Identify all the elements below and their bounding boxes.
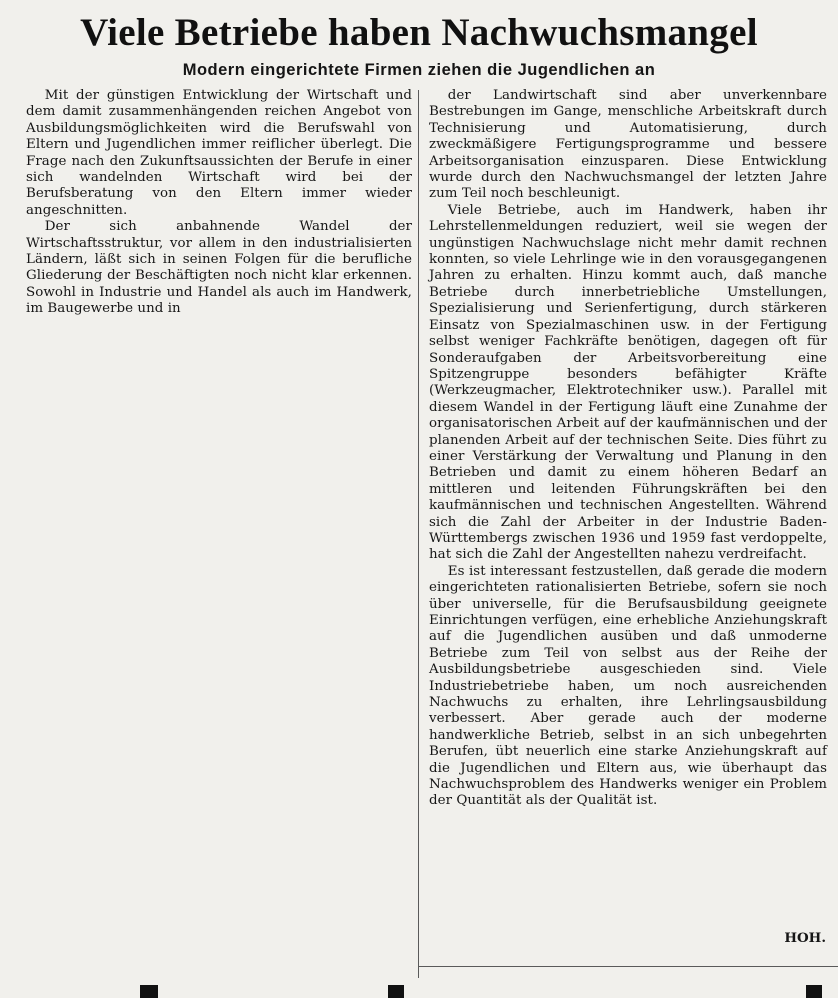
left-paragraph-2: Der sich anbahnende Wandel der Wirtschaftsstruktur, vor allem in den industrialisierten Ländern, läßt sich in seinen Folgen für die berufliche Gliederung der Beschäftigten noch nicht klar erkennen. Sowohl in Industrie und Handel als auch im Handwerk, im Baugewerbe und in bbox=[26, 219, 412, 317]
right-paragraph-1: der Landwirtschaft sind aber unverkennbare Bestrebungen im Gange, menschliche Arbeitskraft durch Technisierung und Automatisierung, durch zweckmäßigere Fertigungsprogramme und bessere Arbeitsorganisation einzusparen. Diese Entwicklung wurde durch den Nachwuchsmangel der letzten Jahre zum Teil noch beschleunigt. bbox=[429, 88, 827, 202]
left-column bbox=[26, 88, 412, 318]
right-paragraph-2: Viele Betriebe, auch im Handwerk, haben ihr Lehrstellenmeldungen reduziert, weil sie wegen der ungünstigen Nachwuchslage nicht mehr damit rechnen konnten, so viele Lehrlinge wie in den vorausgegangenen Jahren zu erhalten. Hinzu kommt auch, daß manche Betriebe durch innerbetriebliche Umstellungen, Spezialisierung und Serienfertigung, durch stärkeren Einsatz von Spezialmaschinen usw. in der Fertigung selbst weniger Fachkräfte benötigen, dagegen oft für Sonderaufgaben der Arbeitsvorbereitung eine Spitzengruppe besonders befähigter Kräfte (Werkzeugmacher, Elektrotechniker usw.). Parallel mit diesem Wandel in der Fertigung läuft eine Zunahme der organisatorischen Arbeit auf der kaufmännischen und der planenden Arbeit auf der technischen Seite. Dies führt zu einer Verstärkung der Verwaltung und Planung in den Betrieben und damit zu einem höheren Bedarf an mittleren und leitenden Führungskräften bei den kaufmännischen und technischen Angestellten. Während sich die Zahl der Arbeiter in der Industrie Baden-Württembergs zwischen 1936 und 1959 fast verdoppelte, hat sich die Zahl der Angestellten nahezu verdreifacht. bbox=[429, 202, 827, 563]
left-paragraph-1: Mit der günstigen Entwicklung der Wirtschaft und dem damit zusammenhängenden reichen Angebot von Ausbildungsmöglichkeiten wird die Berufswahl von Eltern und Jugendlichen immer reiflicher überlegt. Die Frage nach den Zukunftsaussichten der Berufe in einer sich wandelnden Wirtschaft wird bei der Berufsberatung von den Eltern immer wieder angeschnitten. bbox=[26, 88, 412, 218]
article-subheadline: Modern eingerichtete Firmen ziehen die Jugendlichen an bbox=[182, 61, 656, 79]
article-headline: Viele Betriebe haben Nachwuchsmangel bbox=[80, 11, 758, 54]
column-divider bbox=[418, 90, 419, 978]
right-column bbox=[429, 88, 827, 810]
right-paragraph-3: Es ist interessant festzustellen, daß gerade die modern eingerichteten rationalisierten Betriebe, sofern sie noch über universelle, für die Berufsausbildung geeignete Einrichtungen verfügen, eine erhebliche Anziehungskraft auf die Jugendlichen ausüben und daß unmoderne Betriebe zum Teil von selbst aus der Reihe der Ausbildungsbetriebe ausgeschieden sind. Viele Industriebetriebe haben, um noch ausreichenden Nachwuchs zu erhalten, ihre Lehrlingsausbildung verbessert. Aber gerade auch der moderne handwerkliche Betrieb, selbst in an sich unbegehrten Berufen, übt neuerlich eine starke Anziehungskraft auf die Jugendlichen und Eltern aus, wie überhaupt das Nachwuchsproblem des Handwerks weniger ein Problem der Quantität als der Qualität ist. bbox=[429, 563, 827, 809]
next-article-letter-fragment bbox=[806, 985, 822, 998]
next-article-letter-fragment bbox=[388, 985, 404, 998]
author-signature: HOH. bbox=[784, 930, 826, 946]
article-end-rule bbox=[418, 966, 838, 967]
next-article-letter-fragment bbox=[140, 985, 158, 998]
